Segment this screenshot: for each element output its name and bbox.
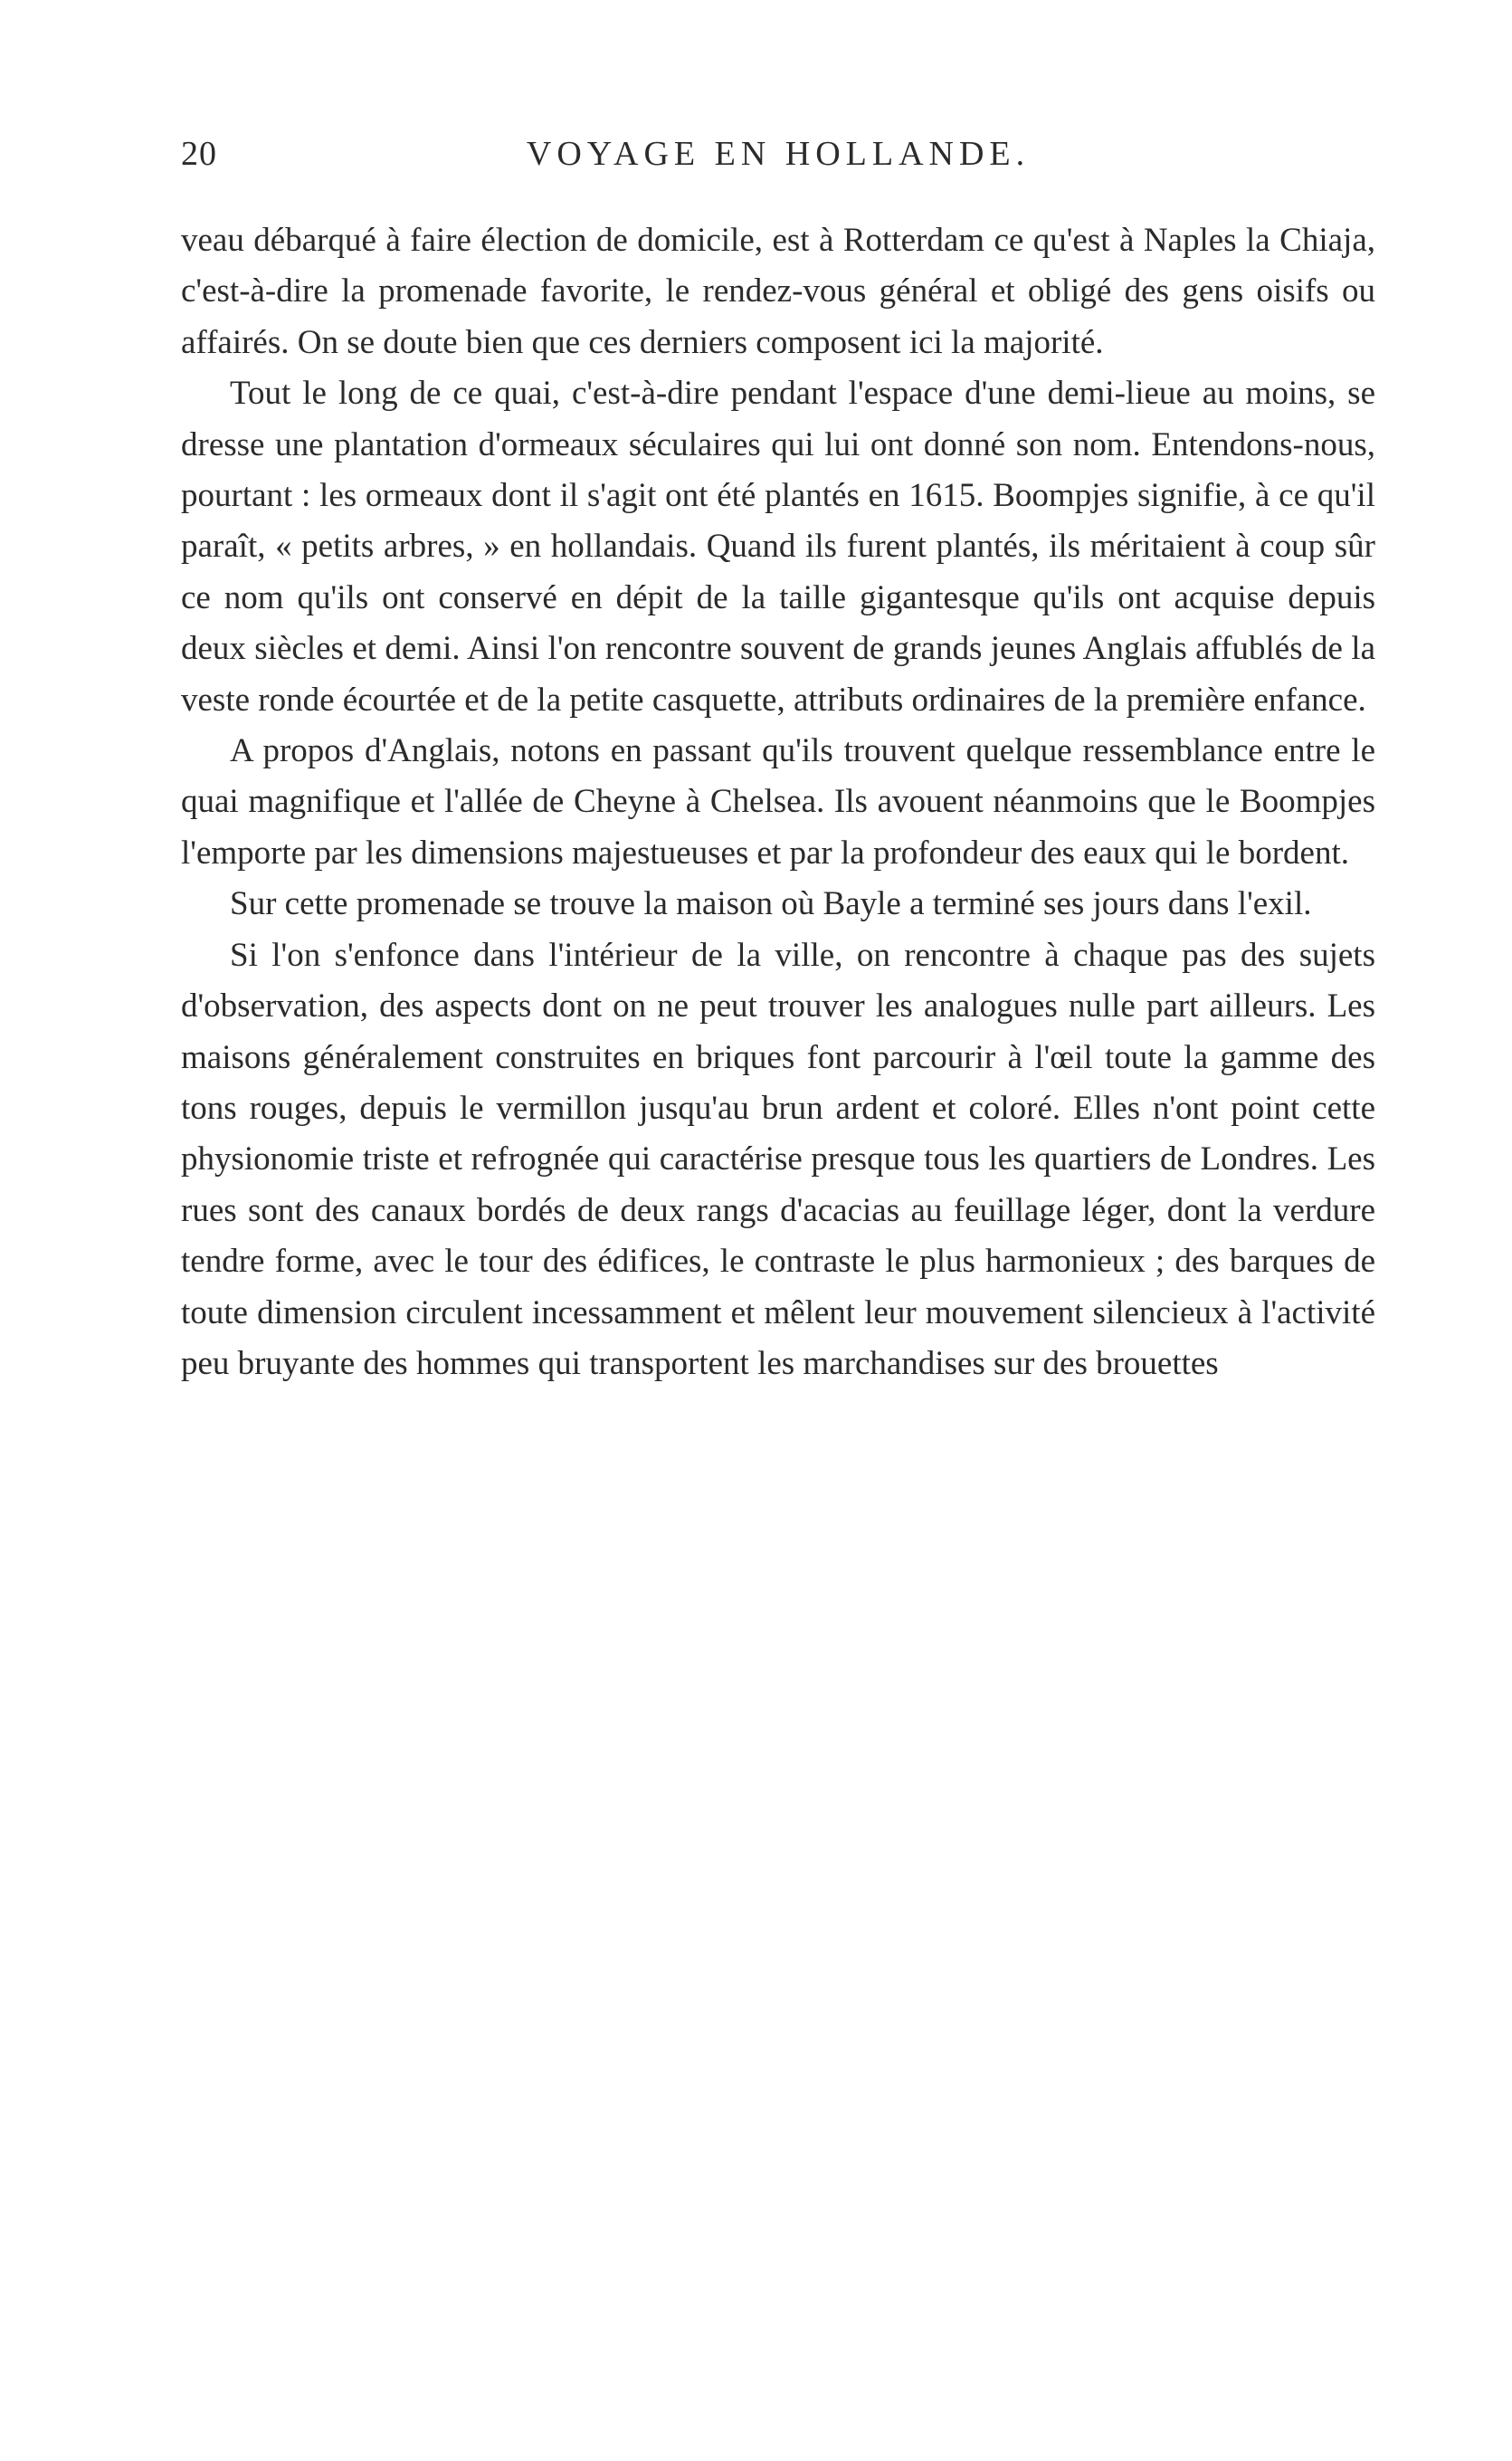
paragraph-ville: Si l'on s'enfonce dans l'intérieur de la ville, on rencontre à chaque pas des sujets d'observation, des aspects dont on ne peut trouver les analogues nulle part ailleurs. Les maisons généralement construites en briques font parcourir à l'œil toute la gamme des tons rouges, depuis le vermillon jusqu'au brun ardent et coloré. Elles n'ont point cette physionomie triste et refrognée qui caractérise presque tous les quartiers de Londres. Les rues sont des canaux bordés de deux rangs d'acacias au feuillage léger, dont la verdure tendre forme, avec le tour des édifices, le contraste le plus harmonieux ; des barques de toute dimension circulent incessamment et mêlent leur mouvement silencieux à l'activité peu bruyante des hommes qui transportent les marchandises sur des brouettes: [181, 936, 1375, 1382]
running-title: VOYAGE EN HOLLANDE.: [526, 135, 1031, 173]
paragraph-continuation: veau débarqué à faire élection de domicile, est à Rotterdam ce qu'est à Naples la Chiaja, c'est-à-dire la promenade favorite, le rendez-vous général et obligé des gens oisifs ou affairés. On se doute bien que ces derniers composent ici la majorité.: [181, 222, 1375, 361]
body-text: [181, 215, 1375, 1389]
paragraph-anglais: A propos d'Anglais, notons en passant qu'ils trouvent quelque ressemblance entre le quai magnifique et l'allée de Cheyne à Chelsea. Ils avouent néanmoins que le Boompjes l'emporte par les dimensions majestueuses et par la profondeur des eaux qui le bordent.: [181, 732, 1375, 872]
page-number: 20: [181, 135, 217, 173]
paragraph-boompjes: Tout le long de ce quai, c'est-à-dire pendant l'espace d'une demi-lieue au moins, se dresse une plantation d'ormeaux séculaires qui lui ont donné son nom. Entendons-nous, pourtant : les ormeaux dont il s'agit ont été plantés en 1615. Boompjes signifie, à ce qu'il paraît, « petits arbres, » en hollandais. Quand ils furent plantés, ils méritaient à coup sûr ce nom qu'ils ont conservé en dépit de la taille gigantesque qu'ils ont acquise depuis deux siècles et demi. Ainsi l'on rencontre souvent de grands jeunes Anglais affublés de la veste ronde écourtée et de la petite casquette, attributs ordinaires de la première enfance.: [181, 375, 1375, 719]
running-head: [181, 134, 1375, 188]
paragraph-bayle: Sur cette promenade se trouve la maison où Bayle a terminé ses jours dans l'exil.: [230, 885, 1312, 923]
